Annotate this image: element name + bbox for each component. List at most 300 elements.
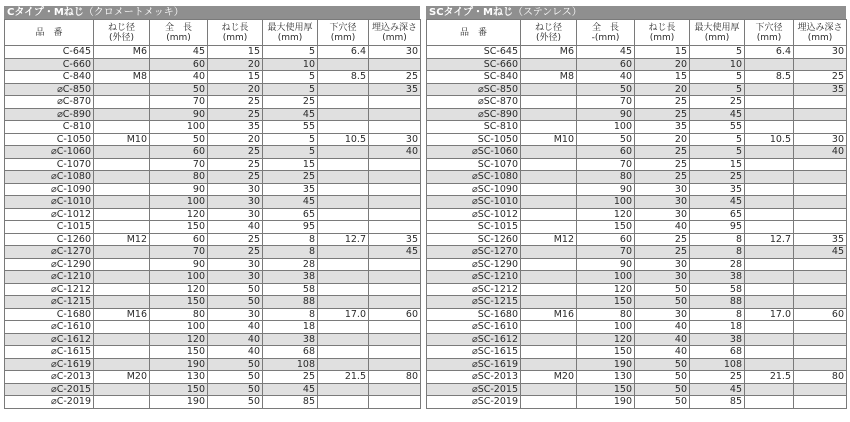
thread-length-cell: 20 [208, 58, 263, 71]
table-row [5, 321, 421, 334]
part-number-cell: ⌀C-1619 [5, 358, 94, 371]
header-thread-diameter: ねじ径 (外径) [521, 20, 577, 46]
c-type-rows [5, 46, 421, 409]
part-number-cell: ⌀C-2019 [5, 396, 94, 409]
pilot-hole-cell [745, 158, 794, 171]
max-thickness-cell: 28 [690, 258, 745, 271]
part-number-cell: ⌀C-1215 [5, 296, 94, 309]
part-number-cell: ⌀C-1615 [5, 346, 94, 359]
pilot-hole-cell [318, 221, 369, 234]
max-thickness-cell: 5 [263, 71, 318, 84]
thread-diameter-cell: M20 [521, 371, 577, 384]
table-row [5, 121, 421, 134]
thread-length-cell: 25 [208, 233, 263, 246]
part-number-cell: ⌀SC-1010 [427, 196, 521, 209]
part-number-cell: ⌀C-1010 [5, 196, 94, 209]
max-thickness-cell: 45 [690, 383, 745, 396]
part-number-cell: ⌀SC-1080 [427, 171, 521, 184]
sc-type-spec-table [426, 19, 847, 409]
table-row [427, 396, 847, 409]
thread-length-cell: 50 [635, 371, 690, 384]
max-thickness-cell: 88 [690, 296, 745, 309]
thread-diameter-cell [94, 333, 150, 346]
table-row [5, 383, 421, 396]
thread-diameter-cell [521, 296, 577, 309]
pilot-hole-cell [318, 383, 369, 396]
total-length-cell: 50 [150, 83, 208, 96]
embed-depth-cell: 30 [369, 133, 421, 146]
part-number-cell: ⌀SC-1215 [427, 296, 521, 309]
thread-diameter-cell [94, 358, 150, 371]
embed-depth-cell [369, 171, 421, 184]
pilot-hole-cell [318, 296, 369, 309]
part-number-cell: C-645 [5, 46, 94, 59]
total-length-cell: 120 [150, 333, 208, 346]
embed-depth-cell [794, 358, 847, 371]
embed-depth-cell [794, 108, 847, 121]
embed-depth-cell [369, 183, 421, 196]
table-row [427, 283, 847, 296]
table-row [5, 96, 421, 109]
max-thickness-cell: 38 [263, 271, 318, 284]
thread-diameter-cell [521, 221, 577, 234]
thread-length-cell: 35 [208, 121, 263, 134]
thread-length-cell: 25 [635, 158, 690, 171]
total-length-cell: 190 [577, 358, 635, 371]
part-number-cell: ⌀SC-1619 [427, 358, 521, 371]
pilot-hole-cell [318, 108, 369, 121]
table-row [5, 108, 421, 121]
part-number-cell: C-1680 [5, 308, 94, 321]
total-length-cell: 70 [577, 246, 635, 259]
thread-length-cell: 30 [208, 196, 263, 209]
embed-depth-cell [369, 196, 421, 209]
thread-length-cell: 40 [208, 333, 263, 346]
pilot-hole-cell [745, 283, 794, 296]
max-thickness-cell: 55 [690, 121, 745, 134]
pilot-hole-cell [745, 83, 794, 96]
table-row [427, 246, 847, 259]
pilot-hole-cell [745, 58, 794, 71]
total-length-cell: 100 [577, 321, 635, 334]
thread-diameter-cell [521, 146, 577, 159]
table-row [5, 258, 421, 271]
max-thickness-cell: 8 [263, 308, 318, 321]
max-thickness-cell: 45 [263, 108, 318, 121]
thread-diameter-cell [94, 146, 150, 159]
thread-diameter-cell [94, 196, 150, 209]
thread-diameter-cell [94, 396, 150, 409]
pilot-hole-cell [745, 321, 794, 334]
table-row [427, 321, 847, 334]
max-thickness-cell: 18 [690, 321, 745, 334]
pilot-hole-cell: 10.5 [745, 133, 794, 146]
thread-diameter-cell: M20 [94, 371, 150, 384]
embed-depth-cell [369, 383, 421, 396]
thread-diameter-cell: M12 [94, 233, 150, 246]
total-length-cell: 90 [577, 108, 635, 121]
thread-diameter-cell: M16 [521, 308, 577, 321]
thread-length-cell: 25 [208, 108, 263, 121]
part-number-cell: C-840 [5, 71, 94, 84]
pilot-hole-cell [318, 58, 369, 71]
pilot-hole-cell [745, 183, 794, 196]
pilot-hole-cell [745, 208, 794, 221]
embed-depth-cell: 60 [794, 308, 847, 321]
embed-depth-cell [794, 296, 847, 309]
max-thickness-cell: 18 [263, 321, 318, 334]
table-row [427, 171, 847, 184]
max-thickness-cell: 55 [263, 121, 318, 134]
pilot-hole-cell [745, 246, 794, 259]
header-total-length: 全 長 (mm) [150, 20, 208, 46]
thread-length-cell: 35 [635, 121, 690, 134]
embed-depth-cell [369, 296, 421, 309]
total-length-cell: 70 [577, 158, 635, 171]
thread-diameter-cell: M10 [94, 133, 150, 146]
thread-diameter-cell [94, 83, 150, 96]
table-row [427, 46, 847, 59]
pilot-hole-cell [745, 108, 794, 121]
max-thickness-cell: 58 [263, 283, 318, 296]
pilot-hole-cell [745, 296, 794, 309]
pilot-hole-cell [745, 396, 794, 409]
part-number-cell: SC-1015 [427, 221, 521, 234]
c-type-spec-table [4, 19, 421, 409]
part-number-cell: ⌀SC-1612 [427, 333, 521, 346]
table-row [427, 158, 847, 171]
thread-length-cell: 30 [635, 258, 690, 271]
part-number-cell: ⌀SC-2013 [427, 371, 521, 384]
thread-diameter-cell [94, 121, 150, 134]
thread-length-cell: 50 [208, 383, 263, 396]
thread-diameter-cell [521, 396, 577, 409]
total-length-cell: 70 [150, 246, 208, 259]
max-thickness-cell: 8 [263, 246, 318, 259]
table-row [5, 158, 421, 171]
total-length-cell: 90 [577, 258, 635, 271]
embed-depth-cell [794, 396, 847, 409]
total-length-cell: 120 [577, 333, 635, 346]
embed-depth-cell: 80 [794, 371, 847, 384]
thread-length-cell: 25 [208, 246, 263, 259]
total-length-cell: 50 [150, 133, 208, 146]
thread-diameter-cell [94, 96, 150, 109]
thread-length-cell: 50 [635, 383, 690, 396]
pilot-hole-cell [318, 146, 369, 159]
embed-depth-cell [794, 333, 847, 346]
table-row [427, 308, 847, 321]
pilot-hole-cell [318, 208, 369, 221]
max-thickness-cell: 5 [263, 146, 318, 159]
part-number-cell: SC-1260 [427, 233, 521, 246]
table-row [427, 358, 847, 371]
table-row [5, 71, 421, 84]
thread-diameter-cell [94, 321, 150, 334]
thread-diameter-cell [521, 383, 577, 396]
pilot-hole-cell: 12.7 [745, 233, 794, 246]
max-thickness-cell: 35 [690, 183, 745, 196]
pilot-hole-cell [745, 196, 794, 209]
pilot-hole-cell [745, 258, 794, 271]
embed-depth-cell: 40 [794, 146, 847, 159]
pilot-hole-cell [318, 183, 369, 196]
embed-depth-cell [794, 58, 847, 71]
max-thickness-cell: 5 [690, 146, 745, 159]
thread-length-cell: 25 [635, 233, 690, 246]
thread-diameter-cell [94, 221, 150, 234]
table-row [427, 233, 847, 246]
thread-length-cell: 30 [208, 308, 263, 321]
max-thickness-cell: 10 [690, 58, 745, 71]
max-thickness-cell: 95 [690, 221, 745, 234]
embed-depth-cell [794, 321, 847, 334]
pilot-hole-cell [745, 346, 794, 359]
total-length-cell: 90 [150, 258, 208, 271]
part-number-cell: ⌀SC-1270 [427, 246, 521, 259]
embed-depth-cell [369, 271, 421, 284]
thread-diameter-cell [94, 208, 150, 221]
part-number-cell: C-1050 [5, 133, 94, 146]
table-row [427, 346, 847, 359]
embed-depth-cell: 60 [369, 308, 421, 321]
max-thickness-cell: 65 [690, 208, 745, 221]
total-length-cell: 150 [577, 346, 635, 359]
total-length-cell: 130 [577, 371, 635, 384]
table-row [5, 308, 421, 321]
pilot-hole-cell: 17.0 [318, 308, 369, 321]
table-row [5, 146, 421, 159]
part-number-cell: ⌀C-1210 [5, 271, 94, 284]
pilot-hole-cell: 6.4 [745, 46, 794, 59]
total-length-cell: 100 [150, 121, 208, 134]
part-number-cell: SC-1680 [427, 308, 521, 321]
table-row [427, 296, 847, 309]
header-part-number: 品 番 [5, 20, 94, 46]
embed-depth-cell [369, 221, 421, 234]
pilot-hole-cell [318, 196, 369, 209]
thread-length-cell: 25 [208, 171, 263, 184]
header-max-thickness: 最大使用厚 (mm) [263, 20, 318, 46]
part-number-cell: ⌀C-850 [5, 83, 94, 96]
pilot-hole-cell [745, 121, 794, 134]
max-thickness-cell: 95 [263, 221, 318, 234]
pilot-hole-cell [318, 271, 369, 284]
thread-diameter-cell: M6 [521, 46, 577, 59]
pilot-hole-cell [745, 358, 794, 371]
pilot-hole-cell [745, 221, 794, 234]
pilot-hole-cell [318, 321, 369, 334]
table-row [5, 46, 421, 59]
table-row [427, 108, 847, 121]
total-length-cell: 150 [577, 296, 635, 309]
max-thickness-cell: 85 [263, 396, 318, 409]
max-thickness-cell: 5 [690, 46, 745, 59]
embed-depth-cell: 25 [794, 71, 847, 84]
part-number-cell: C-1070 [5, 158, 94, 171]
part-number-cell: ⌀C-2013 [5, 371, 94, 384]
max-thickness-cell: 58 [690, 283, 745, 296]
pilot-hole-cell: 6.4 [318, 46, 369, 59]
thread-length-cell: 30 [208, 183, 263, 196]
embed-depth-cell: 30 [794, 133, 847, 146]
embed-depth-cell [369, 208, 421, 221]
total-length-cell: 70 [150, 96, 208, 109]
header-pilot-hole: 下穴径 (mm) [318, 20, 369, 46]
embed-depth-cell [369, 96, 421, 109]
thread-length-cell: 15 [635, 46, 690, 59]
total-length-cell: 90 [577, 183, 635, 196]
max-thickness-cell: 8 [690, 246, 745, 259]
embed-depth-cell [369, 396, 421, 409]
thread-diameter-cell: M12 [521, 233, 577, 246]
embed-depth-cell [794, 196, 847, 209]
thread-length-cell: 30 [635, 208, 690, 221]
embed-depth-cell: 45 [369, 246, 421, 259]
pilot-hole-cell [318, 396, 369, 409]
table-row [427, 58, 847, 71]
thread-length-cell: 25 [208, 158, 263, 171]
max-thickness-cell: 38 [690, 271, 745, 284]
table-row [427, 258, 847, 271]
part-number-cell: ⌀C-1212 [5, 283, 94, 296]
embed-depth-cell [369, 346, 421, 359]
total-length-cell: 150 [150, 383, 208, 396]
part-number-cell: ⌀C-1612 [5, 333, 94, 346]
pilot-hole-cell [318, 121, 369, 134]
total-length-cell: 90 [150, 108, 208, 121]
pilot-hole-cell: 17.0 [745, 308, 794, 321]
total-length-cell: 150 [150, 296, 208, 309]
part-number-cell: SC-1070 [427, 158, 521, 171]
max-thickness-cell: 25 [263, 371, 318, 384]
max-thickness-cell: 5 [263, 133, 318, 146]
part-number-cell: C-810 [5, 121, 94, 134]
max-thickness-cell: 8 [690, 308, 745, 321]
table-row [5, 271, 421, 284]
thread-length-cell: 30 [635, 183, 690, 196]
pilot-hole-cell: 8.5 [745, 71, 794, 84]
sc-type-rows [427, 46, 847, 409]
pilot-hole-cell [745, 96, 794, 109]
table-row [5, 221, 421, 234]
pilot-hole-cell: 10.5 [318, 133, 369, 146]
thread-length-cell: 30 [208, 208, 263, 221]
thread-length-cell: 20 [208, 133, 263, 146]
part-number-cell: ⌀SC-1060 [427, 146, 521, 159]
c-type-title: Cタイプ・Mねじ（クロメートメッキ） [4, 6, 420, 19]
embed-depth-cell [794, 271, 847, 284]
thread-length-cell: 50 [635, 283, 690, 296]
total-length-cell: 50 [577, 83, 635, 96]
part-number-cell: ⌀SC-2015 [427, 383, 521, 396]
max-thickness-cell: 38 [263, 333, 318, 346]
total-length-cell: 190 [150, 396, 208, 409]
header-max-thickness: 最大使用厚 (mm) [690, 20, 745, 46]
thread-length-cell: 30 [635, 308, 690, 321]
table-row [5, 233, 421, 246]
max-thickness-cell: 15 [263, 158, 318, 171]
embed-depth-cell [794, 208, 847, 221]
thread-length-cell: 50 [208, 296, 263, 309]
thread-diameter-cell [94, 183, 150, 196]
thread-length-cell: 20 [635, 83, 690, 96]
pilot-hole-cell [745, 146, 794, 159]
part-number-cell: ⌀SC-850 [427, 83, 521, 96]
thread-diameter-cell [521, 96, 577, 109]
max-thickness-cell: 10 [263, 58, 318, 71]
total-length-cell: 70 [150, 158, 208, 171]
pilot-hole-cell [318, 346, 369, 359]
thread-length-cell: 25 [208, 146, 263, 159]
thread-diameter-cell [94, 58, 150, 71]
table-row [427, 146, 847, 159]
embed-depth-cell [794, 221, 847, 234]
table-row [5, 333, 421, 346]
header-thread-length: ねじ長 (mm) [635, 20, 690, 46]
pilot-hole-cell: 21.5 [745, 371, 794, 384]
table-row [5, 133, 421, 146]
max-thickness-cell: 25 [263, 171, 318, 184]
part-number-cell: SC-1050 [427, 133, 521, 146]
max-thickness-cell: 5 [690, 83, 745, 96]
pilot-hole-cell: 8.5 [318, 71, 369, 84]
max-thickness-cell: 5 [263, 46, 318, 59]
total-length-cell: 120 [577, 208, 635, 221]
max-thickness-cell: 5 [263, 83, 318, 96]
embed-depth-cell [369, 121, 421, 134]
part-number-cell: C-1015 [5, 221, 94, 234]
part-number-cell: ⌀SC-1610 [427, 321, 521, 334]
max-thickness-cell: 35 [263, 183, 318, 196]
total-length-cell: 60 [577, 233, 635, 246]
total-length-cell: 70 [577, 96, 635, 109]
embed-depth-cell: 30 [794, 46, 847, 59]
total-length-cell: 50 [577, 133, 635, 146]
thread-diameter-cell [521, 108, 577, 121]
pilot-hole-cell [318, 258, 369, 271]
thread-length-cell: 15 [635, 71, 690, 84]
max-thickness-cell: 85 [690, 396, 745, 409]
table-row [5, 171, 421, 184]
max-thickness-cell: 25 [690, 96, 745, 109]
embed-depth-cell: 35 [369, 83, 421, 96]
sc-type-table-panel [426, 6, 846, 409]
pilot-hole-cell [318, 171, 369, 184]
header-embed-depth: 埋込み深さ (mm) [794, 20, 847, 46]
total-length-cell: 80 [150, 308, 208, 321]
thread-length-cell: 50 [208, 358, 263, 371]
pilot-hole-cell [318, 246, 369, 259]
table-row [5, 358, 421, 371]
table-row [5, 208, 421, 221]
table-row [5, 183, 421, 196]
thread-diameter-cell [521, 83, 577, 96]
thread-length-cell: 50 [208, 371, 263, 384]
table-row [5, 58, 421, 71]
embed-depth-cell [369, 58, 421, 71]
table-row [5, 396, 421, 409]
total-length-cell: 120 [150, 283, 208, 296]
thread-length-cell: 40 [208, 346, 263, 359]
table-row [5, 196, 421, 209]
table-row [427, 383, 847, 396]
max-thickness-cell: 68 [263, 346, 318, 359]
table-row [5, 296, 421, 309]
table-row [427, 121, 847, 134]
thread-length-cell: 40 [635, 333, 690, 346]
part-number-cell: ⌀C-1270 [5, 246, 94, 259]
